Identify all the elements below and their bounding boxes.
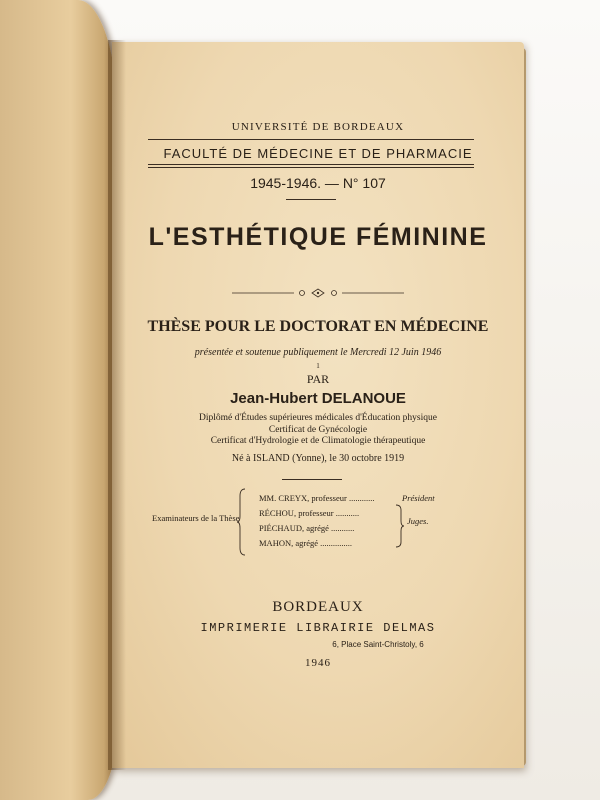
short-rule [286,199,336,200]
author-name: Jean-Hubert DELANOUE [230,390,406,407]
thesis-title: L'ESTHÉTIQUE FÉMININE [148,223,488,251]
by-label: PAR [306,372,330,386]
ornament-divider [232,288,404,298]
double-rule-top [148,164,474,165]
double-rule-bottom [148,167,474,168]
printer-address: 6, Place Saint-Christoly, 6 [332,640,424,649]
presentation-date: présentée et soutenue publiquement le Mercredi 12 Juin 1946 [194,347,442,358]
academic-year-number: 1945-1946. — N° 107 [250,175,386,191]
university-name: UNIVERSITÉ DE BORDEAUX [231,121,405,133]
birth-info: Né à ISLAND (Yonne), le 30 octobre 1919 [231,453,405,464]
publication-city: BORDEAUX [272,599,364,615]
right-brace [394,504,404,548]
divider-rule [148,139,474,140]
judges-label: Juges. [407,516,429,526]
president-label: Président [402,493,435,503]
printer-name: IMPRIMERIE LIBRAIRIE DELMAS [200,621,436,635]
publication-year: 1946 [305,657,331,669]
small-mark: 1 [316,362,320,370]
left-page [0,0,118,800]
examiner-entry: MM. CREYX, professeur ............ [259,493,375,503]
credential-line: Certificat d'Hydrologie et de Climatologie thérapeutique [210,436,426,446]
thesis-heading: THÈSE POUR LE DOCTORAT EN MÉDECINE [147,318,489,335]
faculty-name: FACULTÉ DE MÉDECINE ET DE PHARMACIE [163,146,473,161]
examiner-entry: RÉCHOU, professeur ........... [259,508,360,518]
credential-line: Diplômé d'Études supérieures médicales d'Éducation physique [199,413,437,423]
title-page-content [112,42,524,768]
short-rule [282,479,342,480]
credential-line: Certificat de Gynécologie [268,425,368,435]
examiners-label: Examinateurs de la Thèse [152,513,240,523]
examiner-entry: MAHON, agrégé ............... [259,538,353,548]
examiner-entry: PIÉCHAUD, agrégé ........... [259,523,355,533]
left-brace [237,488,247,556]
